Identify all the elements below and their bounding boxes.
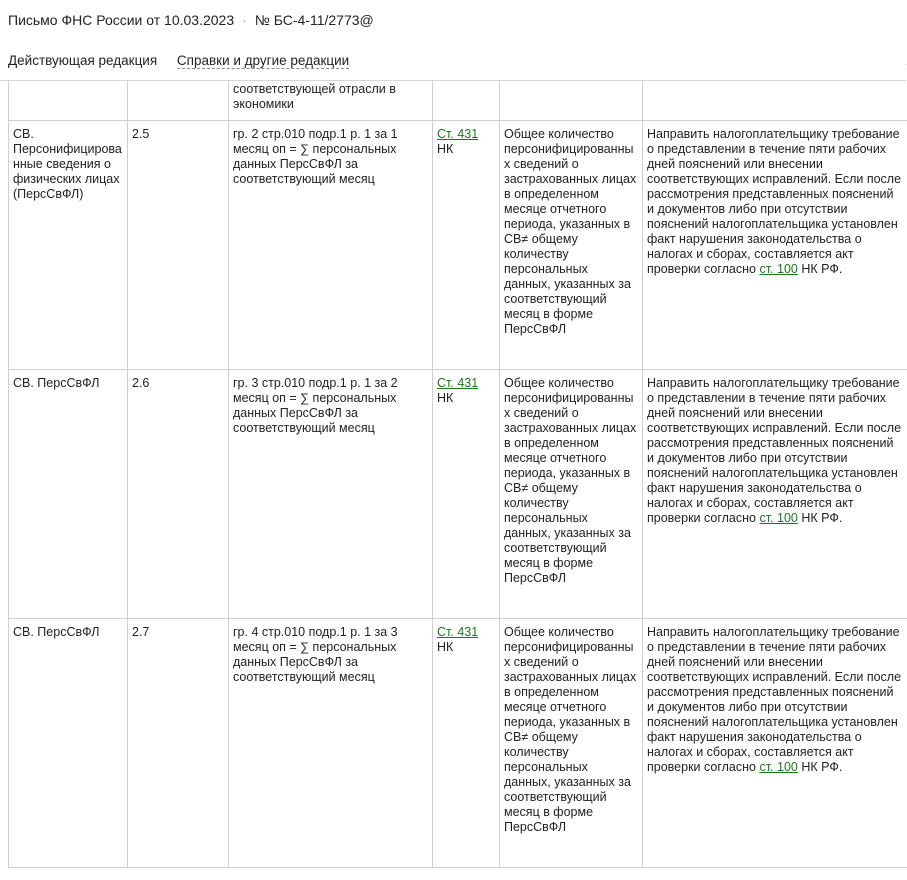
header-divider — [0, 80, 906, 81]
table-row — [9, 121, 907, 370]
document-header — [0, 0, 906, 81]
document-title — [8, 12, 374, 28]
action-link[interactable]: ст. 100 — [759, 262, 798, 276]
section-cell: СВ. Персонифицированные сведения о физических лицах (ПерсСвФЛ) — [9, 121, 128, 370]
article-suffix: НК — [437, 640, 454, 654]
ratio-formula-cell: гр. 4 стр.010 подр.1 р. 1 за 3 месяц оп = ∑ персональных данных ПерсСвФЛ за соответствующий месяц — [229, 619, 433, 868]
document-number: № БС-4-11/2773@ — [254, 12, 374, 28]
ratio-formula-cell: гр. 2 стр.010 подр.1 р. 1 за 1 месяц оп = ∑ персональных данных ПерсСвФЛ за соответствующий месяц — [229, 121, 433, 370]
article-suffix: НК — [437, 391, 454, 405]
action-suffix: НК РФ. — [801, 760, 843, 774]
article-cell — [433, 370, 500, 619]
action-cell — [643, 121, 907, 370]
description-cell: Общее количество персонифицированных сведений о застрахованных лицах в определенном месяце отчетного периода, указанных в СВ≠ общему количеству персональных данных, указанных за соответствующий месяц в форме ПерсСвФЛ — [500, 121, 643, 370]
ratio-number-cell: 2.6 — [128, 370, 229, 619]
control-ratios-table — [8, 64, 907, 868]
action-suffix: НК РФ. — [801, 262, 843, 276]
article-link[interactable]: Ст. 431 — [437, 376, 479, 390]
section-cell: СВ. ПерсСвФЛ — [9, 619, 128, 868]
title-separator: · — [242, 12, 247, 28]
article-cell — [433, 121, 500, 370]
ratio-number-cell: 2.5 — [128, 121, 229, 370]
action-link[interactable]: ст. 100 — [759, 760, 798, 774]
article-link[interactable]: Ст. 431 — [437, 625, 479, 639]
action-text: Направить налогоплательщику требование о представлении в течение пяти рабочих дней пояснений или внесении соответствующих исправлений. Если после рассмотрения представленных пояснений и документов либо при отсутствии пояснений налогоплательщика установлен факт нарушения законодательства о налогах и сборах, составляется акт проверки согласно — [647, 376, 902, 525]
article-suffix: НК — [437, 142, 454, 156]
tab-references-and-editions[interactable]: Справки и другие редакции — [176, 53, 350, 68]
document-body[interactable] — [0, 81, 906, 880]
action-cell — [643, 619, 907, 868]
article-link[interactable]: Ст. 431 — [437, 127, 479, 141]
ratio-formula-cell: гр. 3 стр.010 подр.1 р. 1 за 2 месяц оп = ∑ персональных данных ПерсСвФЛ за соответствующий месяц — [229, 370, 433, 619]
action-suffix: НК РФ. — [801, 511, 843, 525]
action-text: Направить налогоплательщику требование о представлении в течение пяти рабочих дней пояснений или внесении соответствующих исправлений. Если после рассмотрения представленных пояснений и документов либо при отсутствии пояснений налогоплательщика установлен факт нарушения законодательства о налогах и сборах, составляется акт проверки согласно — [647, 625, 902, 774]
ratio-number-cell: 2.7 — [128, 619, 229, 868]
table-row — [9, 370, 907, 619]
cell-text: соответствующей отрасли в экономики — [233, 82, 396, 111]
tab-current-edition[interactable]: Действующая редакция — [8, 53, 158, 68]
action-link[interactable]: ст. 100 — [759, 511, 798, 525]
description-cell: Общее количество персонифицированных сведений о застрахованных лицах в определенном месяце отчетного периода, указанных в СВ≠ общему количеству персональных данных, указанных за соответствующий месяц в форме ПерсСвФЛ — [500, 370, 643, 619]
table-row — [9, 619, 907, 868]
document-title-text: Письмо ФНС России от 10.03.2023 — [8, 12, 235, 28]
action-cell — [643, 370, 907, 619]
edition-tabs — [8, 53, 365, 69]
article-cell — [433, 619, 500, 868]
description-cell: Общее количество персонифицированных сведений о застрахованных лицах в определенном месяце отчетного периода, указанных в СВ≠ общему количеству персональных данных, указанных за соответствующий месяц в форме ПерсСвФЛ — [500, 619, 643, 868]
action-text: Направить налогоплательщику требование о представлении в течение пяти рабочих дней пояснений или внесении соответствующих исправлений. Если после рассмотрения представленных пояснений и документов либо при отсутствии пояснений налогоплательщика установлен факт нарушения законодательства о налогах и сборах, составляется акт проверки согласно — [647, 127, 902, 276]
section-cell: СВ. ПерсСвФЛ — [9, 370, 128, 619]
